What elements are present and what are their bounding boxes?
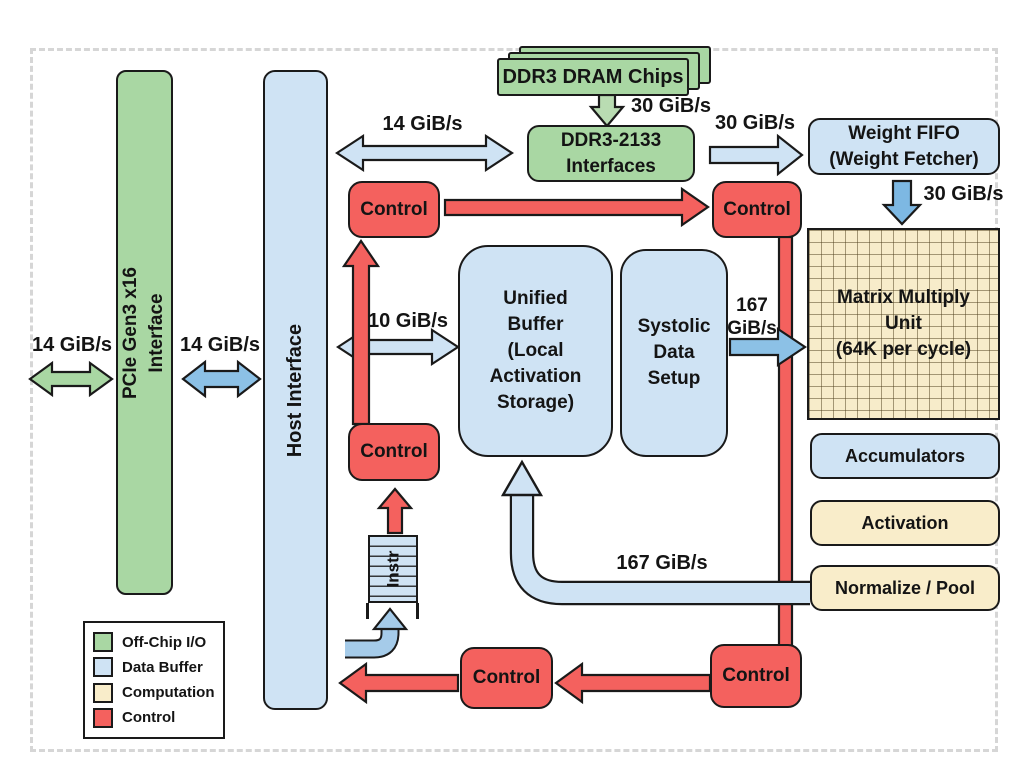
legend-label-off-chip-io: Off-Chip I/O <box>122 633 207 651</box>
normalize-pool-block <box>810 565 1000 611</box>
arrow-pcie-host <box>183 362 260 396</box>
unified-buffer-line4: Activation <box>489 366 582 387</box>
control-label: Control <box>360 198 428 220</box>
arrow-ddr3-to-weight-fifo <box>710 136 802 174</box>
legend-label-computation: Computation <box>122 684 215 702</box>
legend-label-control: Control <box>122 709 176 727</box>
control-block-bottom-left <box>460 647 553 709</box>
arrow-control-to-control-top <box>445 189 708 225</box>
systolic-line1: Systolic <box>637 316 711 337</box>
control-label: Control <box>360 441 428 462</box>
unified-buffer-line1: Unified <box>503 288 568 309</box>
ddr3-interfaces-line1: DDR3-2133 <box>560 129 662 151</box>
activation-label: Activation <box>861 512 949 533</box>
arrow-weight-fifo-to-mmu <box>884 181 920 224</box>
instr-foot-left <box>366 603 369 619</box>
arrow-control-to-host <box>340 664 458 702</box>
host-interface-block <box>263 70 328 710</box>
legend-item-off-chip-io <box>93 632 215 652</box>
legend-swatch-off-chip-io <box>93 632 113 652</box>
bandwidth-dram-to-ddr3: 30 GiB/s <box>630 95 712 117</box>
systolic-data-setup-block <box>620 249 728 457</box>
instruction-buffer-block <box>368 535 418 603</box>
legend <box>83 621 225 739</box>
legend-item-computation <box>93 683 215 703</box>
pcie-label-line1: PCIe Gen3 x16 <box>120 266 142 399</box>
accumulators-label: Accumulators <box>844 445 966 466</box>
control-label: Control <box>472 667 541 688</box>
bandwidth-host-ddr3: 14 GiB/s <box>382 113 463 135</box>
arrow-control-bottom-right-to-left <box>556 664 710 702</box>
legend-item-control <box>93 708 215 728</box>
arrow-dram-to-ddr3 <box>591 95 623 126</box>
legend-label-data-buffer: Data Buffer <box>122 658 203 676</box>
host-interface-label: Host Interface <box>284 323 306 457</box>
weight-fifo-line1: Weight FIFO <box>848 122 960 144</box>
arrow-host-ddr3 <box>337 136 512 170</box>
bandwidth-systolic-line2: GiB/s <box>727 318 777 339</box>
control-block-top-left <box>348 181 440 238</box>
unified-buffer-line2: Buffer <box>507 314 564 335</box>
unified-buffer-line3: (Local <box>507 340 564 361</box>
pipe-into-instr <box>345 609 406 649</box>
instr-label: Instr <box>383 550 402 588</box>
mmu-line3: (64K per cycle) <box>835 339 972 360</box>
bandwidth-systolic-to-mmu <box>720 294 784 340</box>
normalize-pool-label: Normalize / Pool <box>834 577 976 598</box>
ddr3-dram-chips-label: DDR3 DRAM Chips <box>502 65 684 88</box>
weight-fifo-block <box>808 118 1000 175</box>
control-block-top-right <box>712 181 802 238</box>
ddr3-dram-chips-block <box>497 58 689 96</box>
legend-item-data-buffer <box>93 657 215 677</box>
pcie-interface-block <box>116 70 173 595</box>
unified-buffer-block <box>458 245 613 457</box>
ddr3-interfaces-line2: Interfaces <box>566 155 656 177</box>
control-block-bottom-right <box>710 644 802 708</box>
bandwidth-pcie-host: 14 GiB/s <box>179 334 261 356</box>
bandwidth-systolic-line1: 167 <box>736 295 768 316</box>
ddr3-interfaces-block <box>527 125 695 182</box>
systolic-line2: Data <box>653 342 695 363</box>
bandwidth-weight-fifo-to-mmu: 30 GiB/s <box>923 183 1004 205</box>
accumulators-block <box>810 433 1000 479</box>
legend-swatch-data-buffer <box>93 657 113 677</box>
control-label: Control <box>723 198 791 220</box>
bandwidth-normalize-to-unified-buffer: 167 GiB/s <box>616 552 708 574</box>
unified-buffer-line5: Storage) <box>496 392 575 413</box>
legend-swatch-computation <box>93 683 113 703</box>
arrow-instr-to-control <box>379 489 411 533</box>
matrix-multiply-unit-block <box>807 228 1000 420</box>
mmu-line2: Unit <box>885 313 922 334</box>
pcie-label-line2: Interface <box>146 292 168 373</box>
bandwidth-pcie-external: 14 GiB/s <box>31 334 113 356</box>
systolic-line3: Setup <box>647 368 701 389</box>
activation-block <box>810 500 1000 546</box>
mmu-line1: Matrix Multiply <box>836 287 970 308</box>
bandwidth-ddr3-to-weight-fifo: 30 GiB/s <box>714 112 796 134</box>
instr-foot-right <box>416 603 419 619</box>
arrow-pcie-external <box>30 363 112 395</box>
control-label: Control <box>722 665 790 686</box>
bandwidth-host-to-unified-buffer: 10 GiB/s <box>367 310 449 332</box>
control-block-mid-left <box>348 423 440 481</box>
legend-swatch-control <box>93 708 113 728</box>
weight-fifo-line2: (Weight Fetcher) <box>829 148 979 170</box>
